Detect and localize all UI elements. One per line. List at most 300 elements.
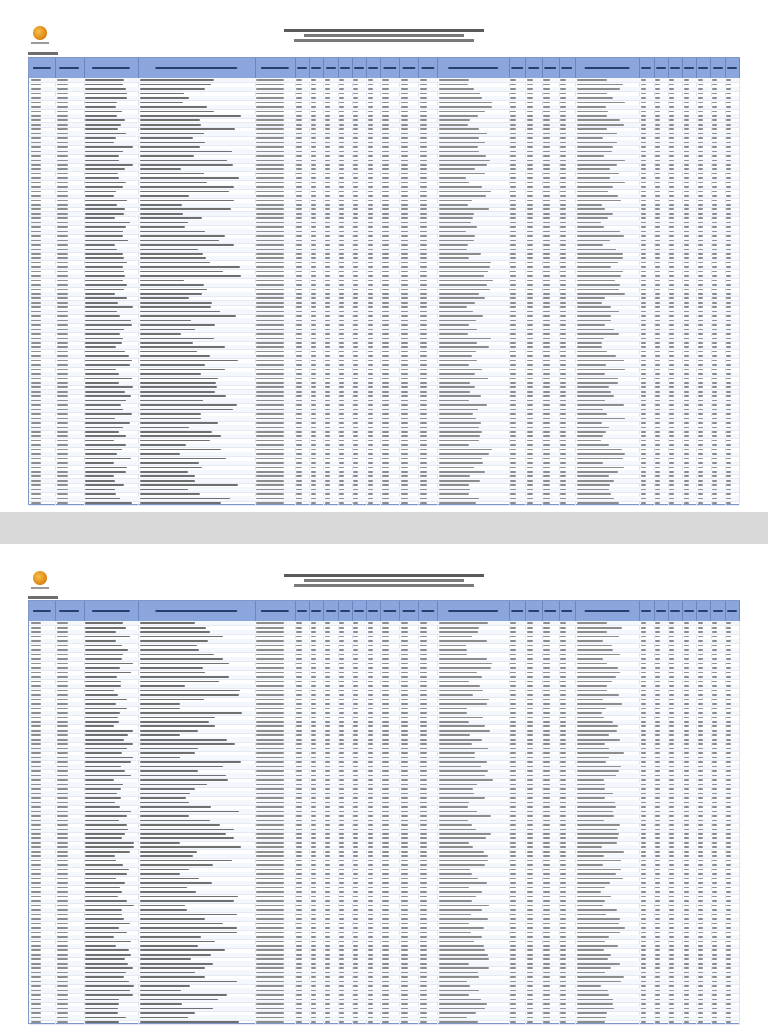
table-cell — [439, 275, 484, 277]
table-cell — [439, 498, 479, 500]
table-cell — [439, 137, 479, 139]
table-cell — [31, 262, 41, 264]
table-cell — [712, 743, 717, 745]
table-cell — [353, 869, 358, 871]
table-cell — [420, 271, 427, 273]
table-cell — [684, 864, 689, 866]
table-cell — [256, 182, 284, 184]
table-cell — [669, 869, 674, 871]
table-cell — [712, 873, 717, 875]
table-cell — [85, 797, 120, 799]
table-cell — [353, 467, 358, 469]
table-cell — [401, 435, 408, 437]
table-cell — [353, 498, 358, 500]
table-cell — [339, 873, 344, 875]
table-cell — [31, 391, 41, 393]
table-cell — [31, 467, 41, 469]
table-cell — [726, 864, 731, 866]
table-cell — [669, 333, 674, 335]
table-cell — [698, 382, 703, 384]
table-cell — [57, 200, 68, 202]
table-cell — [510, 351, 516, 353]
table-cell — [401, 958, 408, 960]
table-cell — [510, 730, 516, 732]
table-cell — [57, 941, 68, 943]
table-cell — [420, 235, 427, 237]
table-cell — [712, 748, 717, 750]
table-cell — [325, 636, 330, 638]
table-cell — [684, 699, 689, 701]
table-cell — [339, 869, 344, 871]
table-cell — [296, 271, 301, 273]
table-cell — [527, 945, 533, 947]
table-cell — [684, 703, 689, 705]
table-cell — [256, 404, 284, 406]
table-cell — [140, 231, 206, 233]
table-cell — [368, 846, 373, 848]
table-cell — [527, 860, 533, 862]
table-cell — [712, 905, 717, 907]
table-cell — [577, 315, 611, 317]
table-cell — [684, 923, 689, 925]
table-cell — [684, 855, 689, 857]
table-cell — [256, 851, 284, 853]
table-cell — [655, 846, 660, 848]
table-cell — [669, 262, 674, 264]
table-cell — [698, 873, 703, 875]
table-cell — [296, 873, 301, 875]
table-cell — [655, 654, 660, 656]
table-cell — [311, 266, 316, 268]
table-cell — [698, 927, 703, 929]
table-cell — [527, 802, 533, 804]
table-cell — [527, 873, 533, 875]
table-cell — [31, 676, 41, 678]
table-cell — [510, 761, 516, 763]
table-cell — [669, 186, 674, 188]
table-cell — [382, 493, 389, 495]
table-cell — [296, 355, 301, 357]
table-cell — [577, 649, 614, 651]
table-cell — [368, 271, 373, 273]
table-cell — [439, 351, 476, 353]
table-cell — [140, 851, 197, 853]
table-cell — [726, 355, 731, 357]
table-cell — [353, 151, 358, 153]
table-cell — [57, 235, 68, 237]
table-cell — [543, 133, 549, 135]
table-cell — [698, 775, 703, 777]
table-cell — [382, 382, 389, 384]
table-cell — [527, 949, 533, 951]
table-cell — [420, 649, 427, 651]
table-cell — [325, 391, 330, 393]
table-cell — [439, 748, 488, 750]
table-cell — [325, 297, 330, 299]
table-cell — [726, 815, 731, 817]
table-cell — [401, 382, 408, 384]
table-cell — [527, 484, 533, 486]
table-cell — [577, 484, 610, 486]
table-cell — [641, 936, 646, 938]
table-cell — [641, 226, 646, 228]
table-cell — [420, 900, 427, 902]
table-cell — [85, 654, 123, 656]
table-cell — [325, 244, 330, 246]
table-cell — [256, 932, 284, 934]
table-cell — [698, 351, 703, 353]
table-cell — [57, 658, 68, 660]
table-cell — [256, 364, 284, 366]
table-cell — [543, 164, 549, 166]
table-cell — [527, 404, 533, 406]
table-cell — [726, 360, 731, 362]
table-cell — [325, 404, 330, 406]
table-cell — [256, 427, 284, 429]
table-cell — [311, 173, 316, 175]
table-cell — [684, 164, 689, 166]
table-cell — [311, 699, 316, 701]
table-cell — [560, 467, 566, 469]
table-cell — [527, 204, 533, 206]
table-cell — [296, 676, 301, 678]
table-cell — [140, 173, 204, 175]
table-cell — [256, 297, 284, 299]
table-cell — [57, 355, 68, 357]
table-cell — [85, 891, 122, 893]
table-cell — [510, 936, 516, 938]
table-cell — [726, 833, 731, 835]
table-cell — [698, 151, 703, 153]
table-cell — [698, 97, 703, 99]
table-cell — [353, 770, 358, 772]
table-cell — [140, 88, 205, 90]
table-cell — [420, 226, 427, 228]
table-cell — [311, 400, 316, 402]
table-cell — [311, 815, 316, 817]
table-cell — [353, 721, 358, 723]
table-cell — [560, 146, 566, 148]
table-cell — [401, 882, 408, 884]
table-cell — [353, 640, 358, 642]
table-cell — [712, 244, 717, 246]
table-cell — [140, 271, 223, 273]
table-cell — [655, 271, 660, 273]
table-cell — [712, 249, 717, 251]
table-cell — [368, 896, 373, 898]
table-cell — [698, 658, 703, 660]
table-cell — [527, 168, 533, 170]
table-cell — [510, 685, 516, 687]
table-cell — [85, 900, 127, 902]
table-cell — [439, 168, 475, 170]
table-cell — [256, 306, 284, 308]
table-cell — [31, 900, 41, 902]
table-cell — [712, 860, 717, 862]
table-cell — [31, 111, 41, 113]
table-cell — [510, 266, 516, 268]
table-cell — [698, 914, 703, 916]
table-cell — [712, 739, 717, 741]
table-cell — [641, 622, 646, 624]
table-cell — [140, 240, 220, 242]
table-cell — [655, 770, 660, 772]
table-cell — [420, 914, 427, 916]
table-cell — [712, 788, 717, 790]
table-cell — [85, 748, 127, 750]
table-cell — [368, 102, 373, 104]
table-cell — [311, 275, 316, 277]
table-cell — [420, 802, 427, 804]
table-cell — [577, 338, 604, 340]
table-cell — [641, 793, 646, 795]
table-cell — [325, 155, 330, 157]
table-cell — [368, 182, 373, 184]
table-cell — [325, 493, 330, 495]
table-cell — [439, 676, 482, 678]
table-cell — [669, 717, 674, 719]
table-cell — [510, 453, 516, 455]
table-cell — [382, 645, 389, 647]
table-cell — [577, 124, 624, 126]
table-cell — [353, 475, 358, 477]
table-cell — [439, 195, 486, 197]
table-cell — [256, 645, 284, 647]
table-cell — [420, 200, 427, 202]
table-cell — [726, 195, 731, 197]
table-cell — [655, 860, 660, 862]
table-cell — [57, 645, 68, 647]
table-cell — [85, 806, 120, 808]
table-cell — [510, 257, 516, 259]
table-cell — [726, 873, 731, 875]
table-cell — [401, 257, 408, 259]
table-cell — [712, 636, 717, 638]
table-cell — [140, 748, 198, 750]
table-cell — [439, 851, 484, 853]
table-cell — [577, 133, 617, 135]
table-header-cell — [380, 58, 400, 78]
table-cell — [543, 734, 549, 736]
table-cell — [311, 927, 316, 929]
table-cell — [420, 855, 427, 857]
table-cell — [527, 360, 533, 362]
table-cell — [641, 734, 646, 736]
table-cell — [311, 386, 316, 388]
table-cell — [325, 667, 330, 669]
table-cell — [577, 658, 603, 660]
table-cell — [368, 422, 373, 424]
table-cell — [726, 752, 731, 754]
table-cell — [527, 622, 533, 624]
table-cell — [368, 860, 373, 862]
table-cell — [325, 941, 330, 943]
table-cell — [368, 249, 373, 251]
table-cell — [339, 793, 344, 795]
table-cell — [577, 160, 625, 162]
table-cell — [140, 752, 195, 754]
table-cell — [31, 690, 41, 692]
table-cell — [510, 681, 516, 683]
table-cell — [256, 690, 284, 692]
table-cell — [311, 235, 316, 237]
table-cell — [401, 703, 408, 705]
table-cell — [560, 681, 566, 683]
table-cell — [560, 111, 566, 113]
table-cell — [368, 784, 373, 786]
table-cell — [669, 79, 674, 81]
table-cell — [85, 142, 114, 144]
table-cell — [325, 681, 330, 683]
table-cell — [296, 896, 301, 898]
table-cell — [712, 802, 717, 804]
table-cell — [401, 119, 408, 121]
table-header-text — [684, 610, 694, 612]
table-cell — [712, 699, 717, 701]
table-cell — [560, 703, 566, 705]
table-cell — [57, 954, 68, 956]
table-cell — [726, 386, 731, 388]
table-cell — [527, 119, 533, 121]
table-cell — [698, 235, 703, 237]
table-cell — [339, 927, 344, 929]
table-cell — [382, 663, 389, 665]
table-cell — [339, 694, 344, 696]
table-cell — [353, 708, 358, 710]
table-cell — [85, 253, 122, 255]
table-cell — [684, 498, 689, 500]
table-cell — [543, 712, 549, 714]
table-cell — [669, 453, 674, 455]
table-cell — [641, 864, 646, 866]
table-cell — [527, 869, 533, 871]
table-cell — [669, 958, 674, 960]
table-cell — [311, 649, 316, 651]
table-cell — [641, 788, 646, 790]
table-cell — [641, 748, 646, 750]
table-cell — [560, 721, 566, 723]
table-cell — [57, 900, 68, 902]
table-cell — [560, 124, 566, 126]
table-cell — [368, 649, 373, 651]
table-cell — [684, 320, 689, 322]
table-cell — [543, 297, 549, 299]
table-cell — [439, 217, 473, 219]
table-cell — [420, 779, 427, 781]
table-header-cell — [84, 58, 140, 78]
table-cell — [296, 191, 301, 193]
table-cell — [401, 761, 408, 763]
table-cell — [726, 444, 731, 446]
table-cell — [353, 909, 358, 911]
table-cell — [726, 748, 731, 750]
table-cell — [296, 88, 301, 90]
table-cell — [353, 177, 358, 179]
table-cell — [655, 404, 660, 406]
table-cell — [401, 851, 408, 853]
table-cell — [726, 739, 731, 741]
table-cell — [140, 663, 229, 665]
table-header-text — [156, 67, 237, 69]
table-cell — [325, 797, 330, 799]
table-cell — [669, 681, 674, 683]
table-cell — [712, 97, 717, 99]
table-cell — [684, 449, 689, 451]
table-cell — [560, 191, 566, 193]
table-cell — [368, 168, 373, 170]
table-cell — [353, 155, 358, 157]
table-cell — [560, 266, 566, 268]
table-cell — [543, 235, 549, 237]
table-cell — [527, 936, 533, 938]
table-cell — [698, 936, 703, 938]
table-cell — [353, 440, 358, 442]
table-cell — [296, 240, 301, 242]
table-cell — [353, 422, 358, 424]
table-cell — [420, 770, 427, 772]
table-cell — [85, 864, 123, 866]
table-cell — [543, 958, 549, 960]
table-cell — [726, 958, 731, 960]
table-cell — [57, 676, 68, 678]
table-cell — [439, 484, 469, 486]
table-cell — [31, 757, 41, 759]
table-header-text — [727, 610, 737, 612]
table-cell — [311, 761, 316, 763]
table-cell — [57, 102, 68, 104]
table-cell — [684, 213, 689, 215]
table-cell — [669, 320, 674, 322]
table-cell — [641, 200, 646, 202]
table-cell — [560, 244, 566, 246]
table-cell — [726, 329, 731, 331]
table-cell — [560, 864, 566, 866]
table-cell — [655, 842, 660, 844]
table-cell — [684, 627, 689, 629]
table-cell — [85, 717, 118, 719]
table-cell — [577, 627, 623, 629]
table-cell — [527, 257, 533, 259]
table-cell — [527, 102, 533, 104]
table-cell — [339, 498, 344, 500]
table-cell — [527, 462, 533, 464]
table-cell — [339, 280, 344, 282]
table-cell — [140, 887, 187, 889]
table-cell — [726, 235, 731, 237]
table-cell — [560, 431, 566, 433]
table-cell — [339, 467, 344, 469]
table-cell — [140, 195, 189, 197]
table-cell — [577, 829, 618, 831]
table-cell — [560, 102, 566, 104]
table-cell — [712, 142, 717, 144]
table-cell — [339, 958, 344, 960]
table-cell — [296, 84, 301, 86]
table-cell — [712, 146, 717, 148]
table-cell — [560, 262, 566, 264]
table-cell — [368, 743, 373, 745]
table-cell — [325, 793, 330, 795]
table-cell — [669, 467, 674, 469]
table-cell — [510, 395, 516, 397]
table-cell — [543, 240, 549, 242]
table-cell — [368, 958, 373, 960]
table-cell — [339, 124, 344, 126]
table-cell — [439, 409, 478, 411]
table-cell — [382, 124, 389, 126]
table-header-text — [156, 610, 237, 612]
table-cell — [382, 708, 389, 710]
